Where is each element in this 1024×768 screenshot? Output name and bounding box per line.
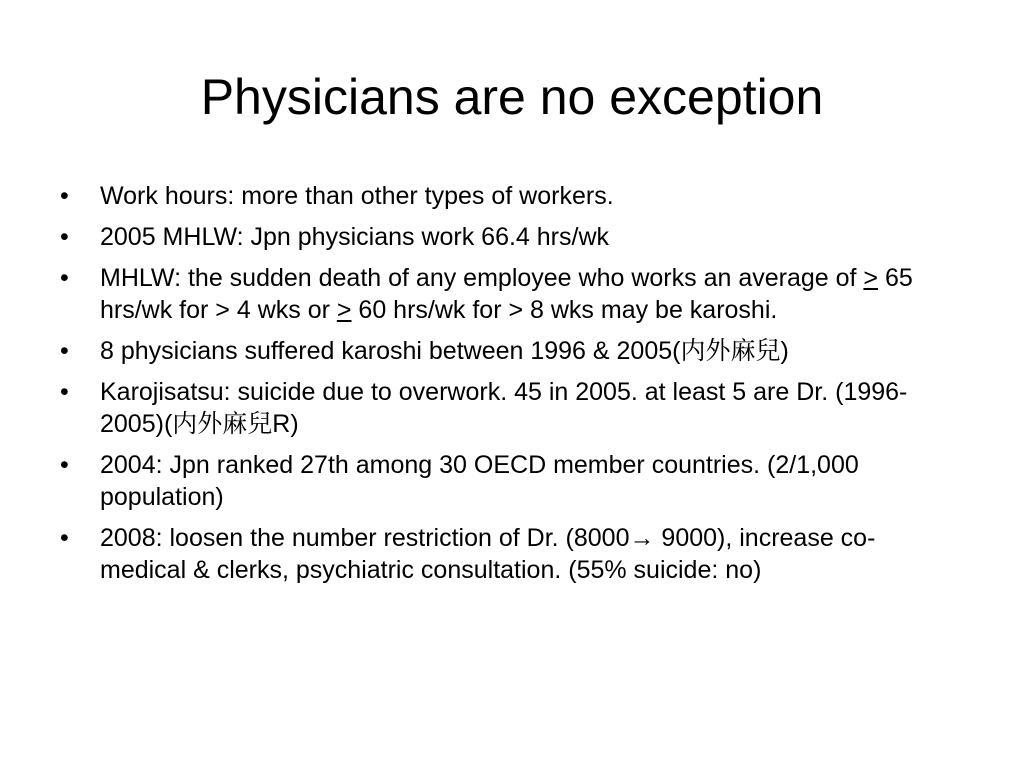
bullet-text-part: ) [780,337,789,365]
bullet-text-part: 65 hrs/wk for > 4 wks or [100,264,913,324]
bullet-icon: • [60,264,69,292]
list-item [60,335,960,367]
bullet-icon: • [60,378,69,406]
bullet-text-part: 2008: loosen the number restriction of Dr. (8000 [100,524,630,552]
cjk-text: 内外麻兒 [172,409,273,438]
cjk-text: 内外麻兒 [680,336,781,365]
bullet-text: 2005 MHLW: Jpn physicians work 66.4 hrs/wk [100,223,610,251]
bullet-text-part: 8 physicians suffered karoshi between 1996 & 2005( [100,337,681,365]
list-item [60,522,960,586]
bullet-icon: • [60,223,69,251]
bullet-text: 2004: Jpn ranked 27th among 30 OECD member countries. (2/1,000 population) [100,451,859,511]
list-item [60,221,960,253]
bullet-text-part: Karojisatsu: suicide due to overwork. 45 in 2005. at least 5 are Dr. (1996-2005)( [100,378,908,438]
bullet-icon: • [60,182,69,210]
bullet-list [60,180,960,595]
bullet-text-part: R) [272,410,299,438]
bullet-icon: • [60,524,69,552]
greater-equal-symbol: > [863,264,879,292]
list-item [60,376,960,440]
bullet-text-part: 9000), increase co-medical & clerks, psychiatric consultation. (55% suicide: no) [100,524,876,584]
list-item [60,262,960,326]
greater-equal-symbol: > [336,296,352,324]
bullet-icon: • [60,337,69,365]
bullet-text-part: 60 hrs/wk for > 8 wks may be karoshi. [351,296,778,324]
bullet-text: Work hours: more than other types of workers. [100,182,614,210]
list-item [60,449,960,513]
bullet-icon: • [60,451,69,479]
arrow-right-icon: → [629,524,655,552]
slide-title: Physicians are no exception [200,69,824,125]
list-item [60,180,960,212]
bullet-text-part: MHLW: the sudden death of any employee who works an average of [100,264,864,292]
